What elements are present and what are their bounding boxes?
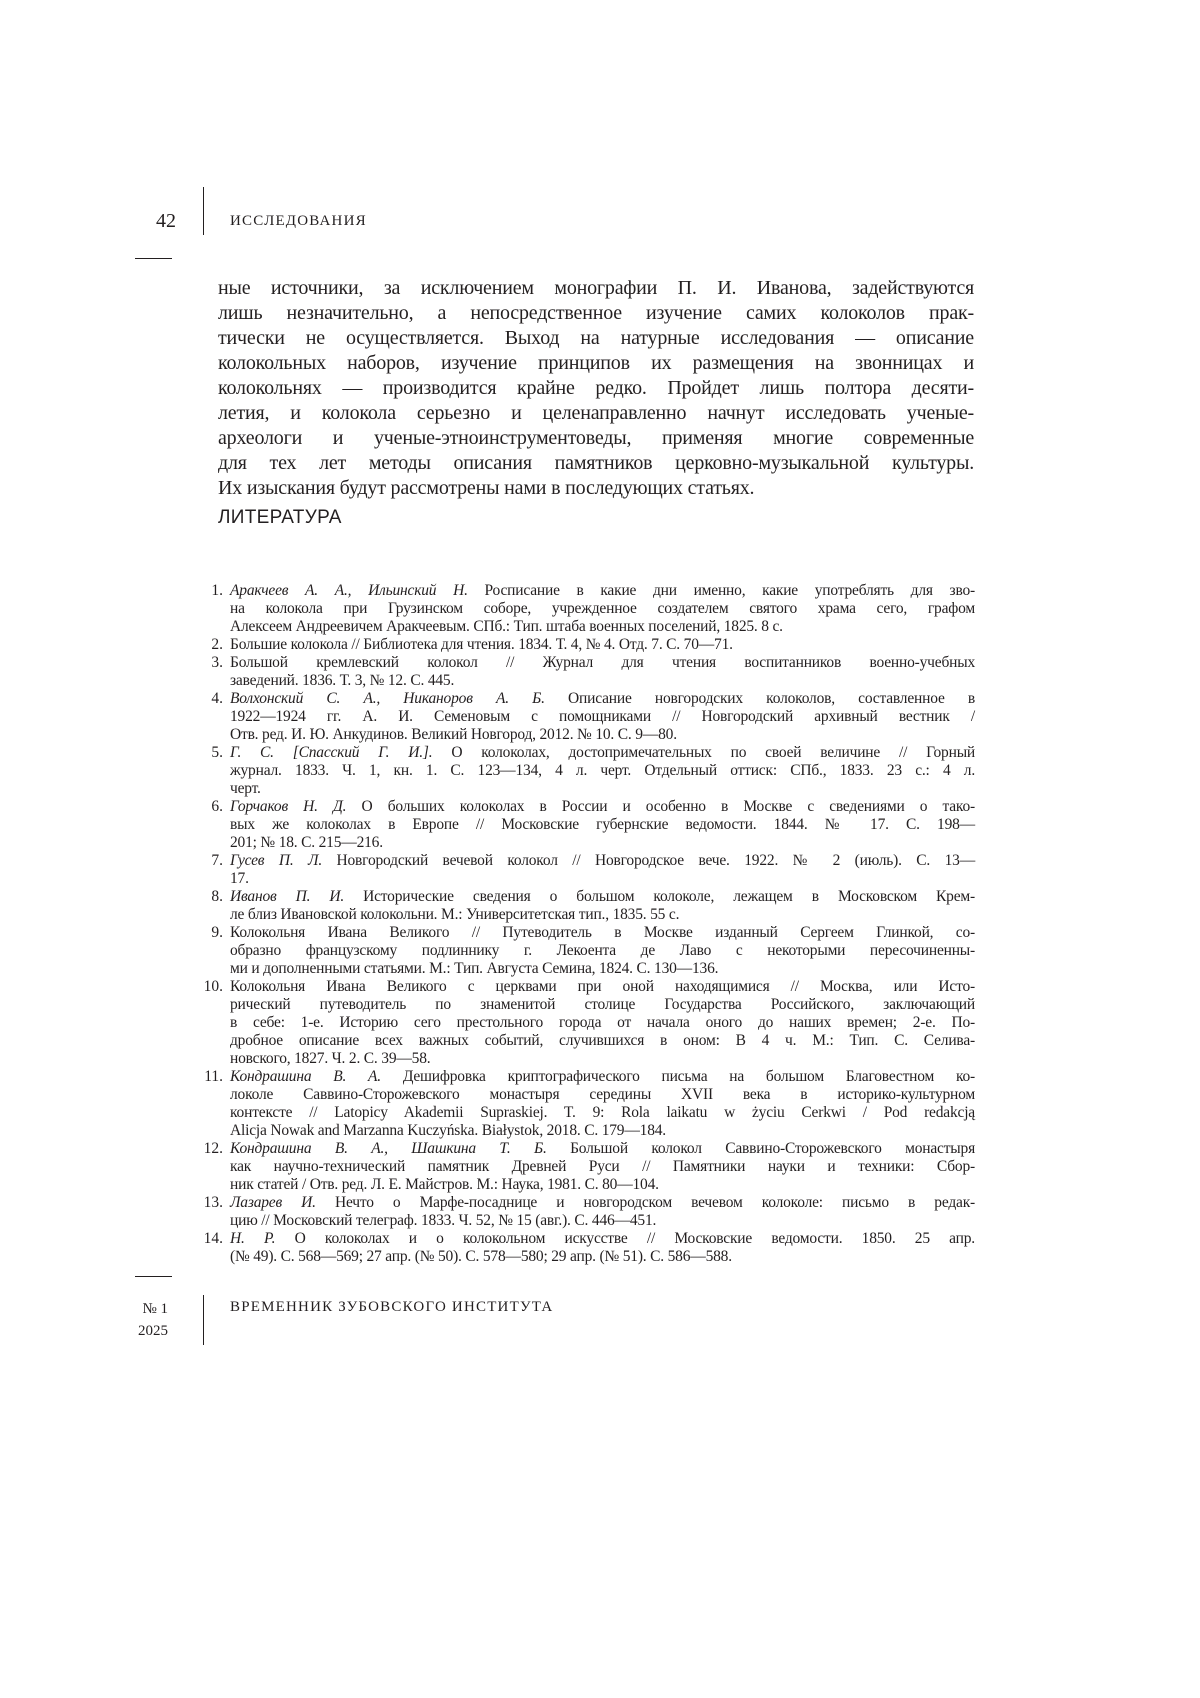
body-line: Их изыскания будут рассмотрены нами в последующих статьях. bbox=[218, 477, 755, 499]
reference-line bbox=[230, 1104, 975, 1122]
reference-line bbox=[230, 762, 975, 780]
reference-line bbox=[230, 1050, 975, 1068]
reference-number: 1. bbox=[211, 582, 223, 599]
reference-text: Нечто о Марфе-посаднице и новгородском вечевом колоколе: письмо в редак- bbox=[315, 1194, 975, 1211]
reference-line bbox=[230, 816, 975, 834]
reference-item bbox=[190, 654, 975, 690]
reference-item bbox=[190, 690, 975, 744]
reference-line bbox=[230, 1248, 975, 1266]
reference-lines bbox=[230, 1068, 975, 1140]
reference-text: Колокольня Ивана Великого с церквами при оной находящимися // Москва, или Исто- bbox=[230, 978, 975, 995]
reference-text: Дешифровка криптографического письма на большом Благовестном ко- bbox=[380, 1068, 976, 1085]
reference-line bbox=[230, 1176, 975, 1194]
reference-number: 2. bbox=[211, 636, 223, 653]
reference-line bbox=[230, 690, 975, 708]
issue-year: 2025 bbox=[138, 1323, 168, 1339]
reference-text: локоле Саввино-Сторожевского монастыря середины XVII века в историко-культурном bbox=[230, 1086, 975, 1103]
reference-text: Алексеем Андреевичем Аракчеевым. СПб.: Тип. штаба военных поселений, 1825. 8 с. bbox=[230, 618, 783, 635]
body-line: колокольных наборов, изучение принципов их размещения на звонницах и bbox=[218, 352, 974, 374]
reference-number: 7. bbox=[211, 852, 223, 869]
page-footer bbox=[0, 1276, 1200, 1356]
reference-number: 13. bbox=[203, 1194, 223, 1211]
section-title: ИССЛЕДОВАНИЯ bbox=[230, 213, 367, 229]
reference-text: ле близ Ивановской колокольни. М.: Университетская тип., 1835. 55 с. bbox=[230, 906, 680, 923]
reference-text: рический путеводитель по знаменитой столице Государства Российского, заключающий bbox=[230, 996, 975, 1013]
page-number: 42 bbox=[156, 210, 176, 232]
reference-lines bbox=[230, 1194, 975, 1230]
reference-item bbox=[190, 1230, 975, 1266]
reference-lines bbox=[230, 852, 975, 888]
body-line: лишь незначительно, а непосредственное изучение самих колоколов прак- bbox=[218, 302, 974, 324]
reference-item bbox=[190, 636, 975, 654]
footer-rule bbox=[135, 1276, 172, 1277]
reference-item bbox=[190, 798, 975, 852]
reference-author: Иванов П. И. bbox=[230, 888, 345, 905]
reference-line bbox=[230, 654, 975, 672]
reference-text: 201; № 18. С. 215—216. bbox=[230, 834, 383, 851]
reference-line bbox=[230, 1086, 975, 1104]
reference-line bbox=[230, 672, 975, 690]
reference-author: Горчаков Н. Д. bbox=[230, 798, 347, 815]
reference-item bbox=[190, 1140, 975, 1194]
reference-line bbox=[230, 600, 975, 618]
reference-lines bbox=[230, 690, 975, 744]
reference-lines bbox=[230, 744, 975, 798]
reference-text: новского, 1827. Ч. 2. С. 39—58. bbox=[230, 1050, 431, 1067]
reference-text: журнал. 1833. Ч. 1, кн. 1. С. 123—134, 4 л. черт. Отдельный оттиск: СПб., 1833. 23 с.: 4 л. bbox=[230, 762, 975, 779]
reference-text: в себе: 1-е. Историю сего престольного города от начала оного до наших времен; 2-е. По- bbox=[230, 1014, 975, 1031]
reference-line bbox=[230, 960, 975, 978]
reference-text: Росписание в какие дни именно, какие употреблять для зво- bbox=[467, 582, 975, 599]
reference-text: Большие колокола // Библиотека для чтения. 1834. Т. 4, № 4. Отд. 7. С. 70—71. bbox=[230, 636, 733, 653]
reference-line bbox=[230, 636, 975, 654]
reference-text: Alicja Nowak and Marzanna Kuczyńska. Białystok, 2018. С. 179—184. bbox=[230, 1122, 666, 1139]
reference-item bbox=[190, 978, 975, 1068]
reference-text: Большой кремлевский колокол // Журнал для чтения воспитанников военно-учебных bbox=[230, 654, 975, 671]
reference-number: 10. bbox=[203, 978, 223, 995]
reference-author: Н. Р. bbox=[230, 1230, 276, 1247]
reference-line bbox=[230, 1194, 975, 1212]
reference-line bbox=[230, 582, 975, 600]
reference-item bbox=[190, 582, 975, 636]
reference-line bbox=[230, 978, 975, 996]
reference-lines bbox=[230, 582, 975, 636]
literature-heading: ЛИТЕРАТУРА bbox=[218, 507, 342, 528]
reference-number: 4. bbox=[211, 690, 223, 707]
reference-item bbox=[190, 744, 975, 798]
reference-line bbox=[230, 798, 975, 816]
reference-lines bbox=[230, 978, 975, 1068]
reference-text: на колокола при Грузинском соборе, учрежденное создателем святого храма сего, графом bbox=[230, 600, 975, 617]
reference-line bbox=[230, 618, 975, 636]
reference-text: Описание новгородских колоколов, составленное в bbox=[544, 690, 975, 707]
reference-line bbox=[230, 1140, 975, 1158]
reference-lines bbox=[230, 1140, 975, 1194]
body-line: тически не осуществляется. Выход на натурные исследования — описание bbox=[218, 327, 974, 349]
header-rule bbox=[135, 258, 172, 259]
reference-number: 3. bbox=[211, 654, 223, 671]
reference-text: Исторические сведения о большом колоколе, лежащем в Московском Крем- bbox=[344, 888, 975, 905]
issue-number: № 1 bbox=[142, 1301, 168, 1317]
reference-number: 11. bbox=[204, 1068, 223, 1085]
reference-line bbox=[230, 1212, 975, 1230]
reference-lines bbox=[230, 1230, 975, 1266]
body-text bbox=[218, 276, 974, 501]
reference-lines bbox=[230, 888, 975, 924]
reference-line bbox=[230, 1014, 975, 1032]
body-line: колокольнях — производится крайне редко. Пройдет лишь полтора десяти- bbox=[218, 377, 974, 399]
reference-author: Гусев П. Л. bbox=[230, 852, 322, 869]
body-line: археологи и ученые-этноинструментоведы, применяя многие современные bbox=[218, 427, 974, 449]
reference-text: ми и дополненными статьями. М.: Тип. Августа Семина, 1824. С. 130—136. bbox=[230, 960, 719, 977]
reference-text: цию // Московский телеграф. 1833. Ч. 52, № 15 (авг.). С. 446—451. bbox=[230, 1212, 657, 1229]
reference-author: Лазарев И. bbox=[230, 1194, 316, 1211]
reference-line bbox=[230, 1032, 975, 1050]
body-line: ные источники, за исключением монографии П. И. Иванова, задействуются bbox=[218, 277, 974, 299]
reference-author: Кондрашина В. А. bbox=[230, 1068, 381, 1085]
reference-item bbox=[190, 852, 975, 888]
reference-text: дробное описание всех важных событий, случившихся в оном: В 4 ч. М.: Тип. С. Селива- bbox=[230, 1032, 975, 1049]
reference-line bbox=[230, 744, 975, 762]
reference-text: Новгородский вечевой колокол // Новгородское вече. 1922. № 2 (июль). С. 13— bbox=[322, 852, 975, 869]
reference-number: 6. bbox=[211, 798, 223, 815]
reference-line bbox=[230, 726, 975, 744]
reference-text: контексте // Latopicy Akademii Supraskiej. T. 9: Rola laikatu w życiu Cerkwi / Pod redakcją bbox=[230, 1104, 975, 1121]
reference-text: О больших колоколах в России и особенно в Москве с сведениями о тако- bbox=[346, 798, 975, 815]
reference-line bbox=[230, 852, 975, 870]
reference-text: (№ 49). С. 568—569; 27 апр. (№ 50). С. 578—580; 29 апр. (№ 51). С. 586—588. bbox=[230, 1248, 732, 1265]
reference-author: Г. С. [Спасский Г. И.]. bbox=[230, 744, 433, 761]
reference-item bbox=[190, 1194, 975, 1230]
reference-text: Отв. ред. И. Ю. Анкудинов. Великий Новгород, 2012. № 10. С. 9—80. bbox=[230, 726, 677, 743]
reference-text: О колоколах и о колокольном искусстве // Московские ведомости. 1850. 25 апр. bbox=[275, 1230, 975, 1247]
reference-lines bbox=[230, 654, 975, 690]
reference-line bbox=[230, 1068, 975, 1086]
issue-info bbox=[120, 1298, 168, 1342]
reference-line bbox=[230, 1122, 975, 1140]
reference-text: образно французскому подлиннику г. Лекоента де Лаво с некоторыми пересочиненны- bbox=[230, 942, 975, 959]
reference-text: О колоколах, достопримечательных по своей величине // Горный bbox=[432, 744, 976, 761]
reference-line bbox=[230, 888, 975, 906]
reference-text: 1922—1924 гг. А. И. Семеновым с помощниками // Новгородский архивный вестник / bbox=[230, 708, 975, 725]
reference-author: Аракчеев А. А., Ильинский Н. bbox=[230, 582, 468, 599]
reference-author: Кондрашина В. А., Шашкина Т. Б. bbox=[230, 1140, 547, 1157]
reference-number: 14. bbox=[203, 1230, 223, 1247]
header-divider bbox=[203, 187, 204, 235]
reference-item bbox=[190, 1068, 975, 1140]
reference-text: ник статей / Отв. ред. Л. Е. Майстров. М.: Наука, 1981. С. 80—104. bbox=[230, 1176, 659, 1193]
reference-line bbox=[230, 996, 975, 1014]
reference-number: 5. bbox=[211, 744, 223, 761]
journal-title: ВРЕМЕННИК ЗУБОВСКОГО ИНСТИТУТА bbox=[230, 1299, 554, 1315]
reference-text: заведений. 1836. Т. 3, № 12. С. 445. bbox=[230, 672, 455, 689]
reference-line bbox=[230, 1230, 975, 1248]
reference-line bbox=[230, 942, 975, 960]
footer-divider bbox=[203, 1295, 204, 1345]
reference-text: черт. bbox=[230, 780, 261, 797]
reference-lines bbox=[230, 636, 975, 654]
reference-text: Большой колокол Саввино-Сторожевского монастыря bbox=[546, 1140, 975, 1157]
reference-line bbox=[230, 870, 975, 888]
reference-number: 8. bbox=[211, 888, 223, 905]
reference-line bbox=[230, 924, 975, 942]
reference-line bbox=[230, 780, 975, 798]
reference-list bbox=[190, 582, 975, 1266]
reference-line bbox=[230, 834, 975, 852]
reference-text: вых же колоколах в Европе // Московские губернские ведомости. 1844. № 17. С. 198— bbox=[230, 816, 975, 833]
reference-line bbox=[230, 906, 975, 924]
reference-number: 12. bbox=[203, 1140, 223, 1157]
reference-lines bbox=[230, 924, 975, 978]
reference-text: 17. bbox=[230, 870, 249, 887]
body-line: летия, и колокола серьезно и целенаправленно начнут исследовать ученые- bbox=[218, 402, 974, 424]
reference-author: Волхонский С. А., Никаноров А. Б. bbox=[230, 690, 545, 707]
reference-line bbox=[230, 708, 975, 726]
reference-item bbox=[190, 924, 975, 978]
reference-text: Колокольня Ивана Великого // Путеводитель в Москве изданный Сергеем Глинкой, со- bbox=[230, 924, 975, 941]
reference-item bbox=[190, 888, 975, 924]
body-line: для тех лет методы описания памятников церковно-музыкальной культуры. bbox=[218, 452, 974, 474]
reference-line bbox=[230, 1158, 975, 1176]
reference-number: 9. bbox=[211, 924, 223, 941]
reference-lines bbox=[230, 798, 975, 852]
reference-text: как научно-технический памятник Древней Руси // Памятники науки и техники: Сбор- bbox=[230, 1158, 975, 1175]
